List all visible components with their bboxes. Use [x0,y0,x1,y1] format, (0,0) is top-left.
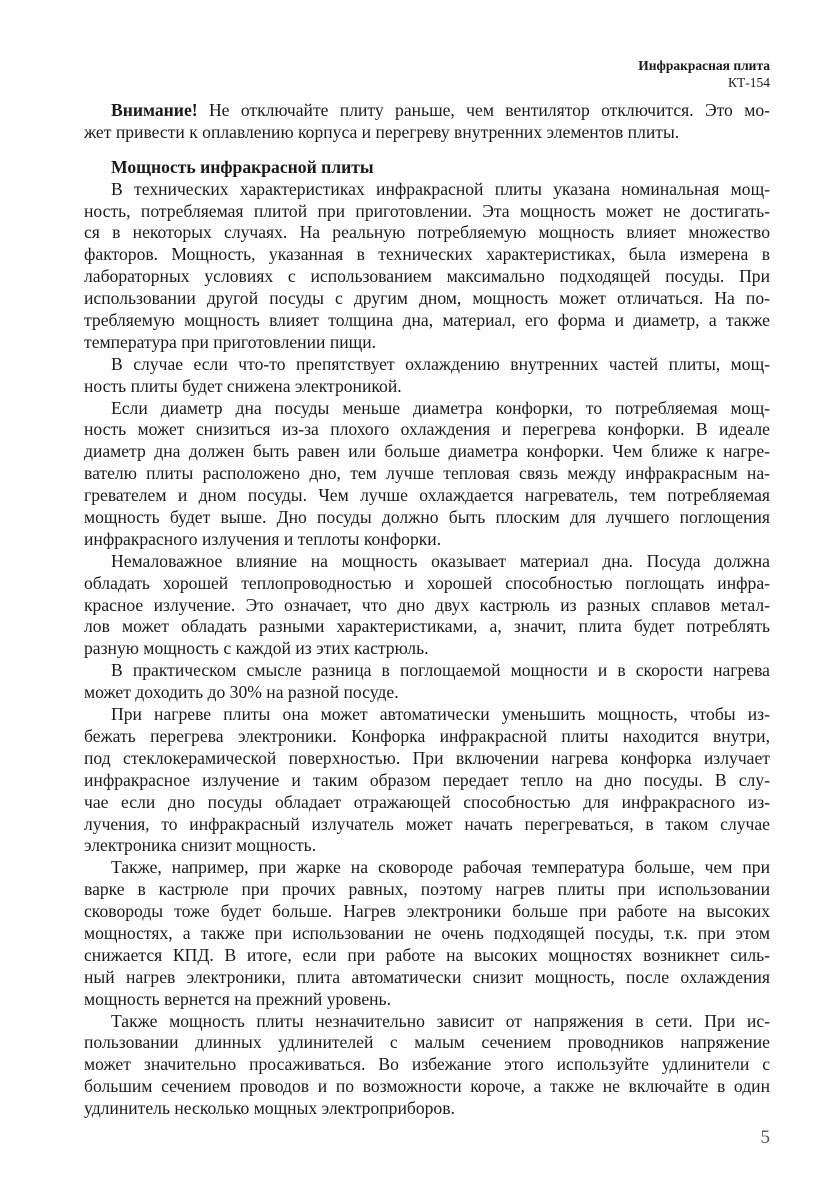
section-heading: Мощность инфракрасной плиты [111,156,374,177]
text-line: красное излучение. Это означает, что дно двух кастрюль из разных сплавов метал- [84,594,770,615]
text-line: ность может снизиться из-за плохого охлаждения и перегрева конфорки. В идеале [84,419,770,440]
body-paragraph [84,551,770,660]
text-line [84,100,770,122]
text-line: ный нагрев электроники, плита автоматически снизит мощность, после охлаждения [84,966,770,987]
text-line: пользовании длинных удлинителей с малым сечением проводников напряжение [84,1032,770,1053]
text-line: диаметр дна должен быть равен или больше диаметра конфорки. Чем ближе к нагре- [84,441,770,462]
text-line: ся в некоторых случаях. На реальную потребляемую мощность влияет множество [84,222,770,243]
text-line: инфракрасное излучение и таким образом передает тепло на дно посуды. В слу- [84,769,770,790]
text-line: В практическом смысле разница в поглощаемой мощности и в скорости нагрева [111,660,770,681]
body-paragraph [84,660,770,704]
text-line: инфракрасного излучения и теплоты конфорки. [84,528,442,549]
warning-text: Не отключайте плиту раньше, чем вентилятор отключится. Это мо- [197,100,770,120]
text-line: требляемую мощность влияет толщина дна, материал, его форма и диаметр, а также [84,310,770,331]
warning-label: Внимание! [111,100,198,120]
text-line: сковороды тоже будет больше. Нагрев электроники больше при работе на высоких [84,901,770,922]
text-line: обладать хорошей теплопроводностью и хорошей способностью поглощать инфра- [84,572,770,593]
text-line: Также, например, при жарке на сковороде рабочая температура больше, чем при [111,857,770,878]
text-line: Немаловажное влияние на мощность оказывает материал дна. Посуда должна [111,550,770,571]
text-line: При нагреве плиты она может автоматически уменьшить мощность, чтобы из- [111,704,770,725]
body-paragraph [84,354,770,398]
text-line: ность, потребляемая плитой при приготовлении. Эта мощность может не достигать- [84,200,770,221]
text-line: мощность будет выше. Дно посуды должно быть плоским для лучшего поглощения [84,507,770,528]
text-line: бежать перегрева электроники. Конфорка инфракрасной плиты находится внутри, [84,725,770,746]
document-title: Инфракрасная плита [638,58,770,73]
text-line: температура при приготовлении пищи. [84,331,377,352]
text-line: снижается КПД. В итоге, если при работе на высоких мощностях возникнет силь- [84,944,770,965]
page-number: 5 [760,1127,770,1148]
model-number: КТ-154 [728,75,770,90]
text-line: электроника снизит мощность. [84,835,317,856]
text-line: использовании другой посуды с другим дном, мощность может отличаться. На по- [84,288,770,309]
text-line: под стеклокерамической поверхностью. При включении нагрева конфорка излучает [84,747,770,768]
body-paragraph [84,857,770,1010]
text-line: ность плиты будет снижена электроникой. [84,375,402,396]
text-line: мощностях, а также при использовании не очень подходящей посуды, т.к. при этом [84,922,770,943]
text-line: удлинитель несколько мощных электроприборов. [84,1098,455,1119]
page-body [84,100,770,1120]
text-line: вателю плиты расположено дно, тем лучше тепловая связь между инфракрасным на- [84,463,770,484]
text-line: разную мощность с каждой из этих кастрюль. [84,638,429,659]
text-line: варке в кастрюле при прочих равных, поэтому нагрев плиты при использовании [84,879,770,900]
body-paragraph [84,179,770,354]
text-line: может доходить до 30% на разной посуде. [84,682,399,703]
text-line: лов может обладать разными характеристиками, а, значит, плита будет потреблять [84,616,770,637]
warning-paragraph [84,100,770,144]
text-line: мощность вернется на прежний уровень. [84,988,391,1009]
text-line: Если диаметр дна посуды меньше диаметра конфорки, то потребляемая мощ- [111,397,770,418]
text-line: В технических характеристиках инфракрасной плиты указана номинальная мощ- [111,178,770,199]
body-paragraph [84,398,770,551]
running-header [638,57,770,91]
text-line: гревателем и дном посуды. Чем лучше охлаждается нагреватель, тем потребляемая [84,485,770,506]
text-line: лучения, то инфракрасный излучатель может начать перегреваться, в таком случае [84,813,770,834]
text-line: может значительно просаживаться. Во избежание этого используйте удлинители с [84,1054,770,1075]
text-line: факторов. Мощность, указанная в технических характеристиках, была измерена в [84,244,770,265]
text-line: чае если дно посуды обладает отражающей способностью для инфракрасного из- [84,791,770,812]
section-paragraphs [84,179,770,1120]
body-paragraph [84,1011,770,1120]
text-line: лабораторных условиях с использованием максимально подходящей посуды. При [84,266,770,287]
text-line: жет привести к оплавлению корпуса и перегреву внутренних элементов плиты. [84,121,680,142]
body-paragraph [84,704,770,857]
text-line: В случае если что-то препятствует охлаждению внутренних частей плиты, мощ- [111,353,770,374]
text-line: Также мощность плиты незначительно зависит от напряжения в сети. При ис- [111,1010,770,1031]
text-line: большим сечением проводов и по возможности короче, а также не включайте в один [84,1076,770,1097]
